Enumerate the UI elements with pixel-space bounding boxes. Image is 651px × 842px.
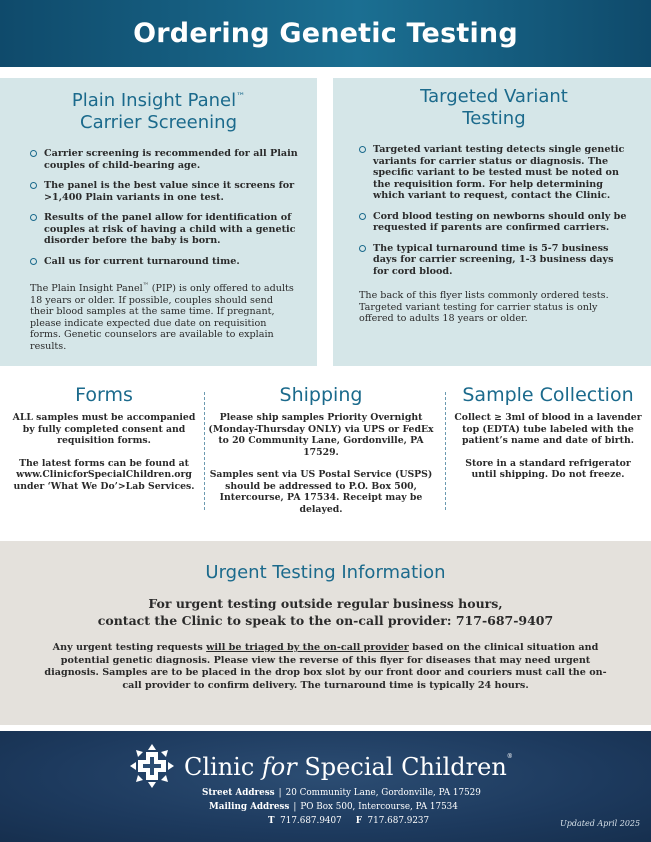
list-item: Call us for current turnaround time. — [30, 256, 303, 268]
bullet-circle-icon — [30, 214, 37, 221]
bullet-circle-icon — [30, 182, 37, 189]
urgent-heading: Urgent Testing Information — [205, 562, 446, 583]
urgent-testing-section — [0, 541, 651, 725]
pip-note: The Plain Insight Panel™ (PIP) is only offered to adults 18 years or older. If possible, couples should send their blood samples at the same time. If pregnant, please indicate expected due date on requisition forms. Genetic counselors are available to explain results. — [30, 282, 294, 352]
street-address: Street Address | 20 Community Lane, Gordonville, PA 17529 — [202, 788, 481, 798]
footer — [0, 731, 651, 842]
targeted-note: The back of this flyer lists commonly ordered tests. Targeted variant testing for carrier status is only offered to adults 18 years or older. — [359, 290, 609, 324]
updated-date: Updated April 2025 — [560, 819, 641, 828]
pip-panel — [0, 78, 317, 366]
column-divider — [204, 392, 205, 510]
urgent-lead: For urgent testing outside regular business hours, contact the Clinic to speak to the on-call provider: 717-687-9407 — [97, 596, 554, 628]
sample-collection-section — [452, 384, 644, 492]
list-item: Carrier screening is recommended for all Plain couples of child-bearing age. — [30, 148, 303, 171]
list-item: Results of the panel allow for identification of couples at risk of having a child with a genetic disorder before the baby is born. — [30, 212, 303, 247]
pip-title: Plain Insight Panel™ Carrier Screening — [71, 90, 246, 133]
bullet-circle-icon — [30, 258, 37, 265]
urgent-body: Any urgent testing requests will be triaged by the on-call provider based on the clinical situation and potential genetic diagnosis. Please view the reverse of this flyer for diseases that may need urgent diagnosis. Samples are to be placed in the drop box slot by our front door and couriers must call the on-call provider to confirm delivery. The turnaround time is typically 24 hours. — [44, 642, 607, 691]
forms-section — [6, 384, 202, 503]
list-item: The panel is the best value since it screens for >1,400 Plain variants in one test. — [30, 180, 303, 203]
page-header — [0, 0, 651, 67]
sample-text-2: Store in a standard refrigerator until shipping. Do not freeze. — [465, 457, 631, 480]
sample-text-1: Collect ≥ 3ml of blood in a lavender top (EDTA) tube labeled with the patient’s name and date of birth. — [454, 412, 642, 446]
on-call-phone: contact the Clinic to speak to the on-call provider: 717-687-9407 — [97, 613, 554, 628]
shipping-text-1: Please ship samples Priority Overnight (Monday-Thursday ONLY) via UPS or FedEx to 20 Community Lane, Gordonville, PA 17529. — [208, 412, 434, 458]
shipping-heading: Shipping — [279, 384, 363, 406]
bullet-circle-icon — [359, 146, 366, 153]
bullet-circle-icon — [30, 150, 37, 157]
column-divider — [445, 392, 446, 510]
list-item: Cord blood testing on newborns should only be requested if parents are confirmed carriers. — [359, 211, 629, 234]
clinic-quilt-logo-icon — [130, 744, 174, 788]
bullet-circle-icon — [359, 213, 366, 220]
pip-bullet-list — [14, 148, 303, 267]
forms-text-1: ALL samples must be accompanied by fully completed consent and requisition forms. — [12, 412, 196, 446]
mailing-address: Mailing Address | PO Box 500, Intercourse, PA 17534 — [209, 802, 458, 812]
targeted-panel — [333, 78, 651, 366]
targeted-bullet-list — [359, 144, 629, 277]
page-title: Ordering Genetic Testing — [133, 18, 518, 49]
forms-heading: Forms — [75, 384, 133, 406]
clinic-brand-name: Clinic for Special Children® — [184, 753, 513, 781]
targeted-title: Targeted Variant Testing — [420, 86, 568, 129]
list-item: The typical turnaround time is 5-7 business days for carrier screening, 1-3 business days for cord blood. — [359, 243, 629, 278]
forms-text-2: The latest forms can be found at www.ClinicforSpecialChildren.org under ‘What We Do’>Lab Services. — [13, 457, 195, 492]
phone-fax: T 717.687.9407 F 717.687.9237 — [268, 816, 430, 826]
shipping-section — [206, 384, 436, 526]
list-item: Targeted variant testing detects single genetic variants for carrier status or diagnosis. The specific variant to be tested must be noted on the requisition form. For help determining which variant to request, contact the Clinic. — [359, 144, 629, 202]
sample-collection-heading: Sample Collection — [462, 384, 634, 406]
shipping-text-2: Samples sent via US Postal Service (USPS) should be addressed to P.O. Box 500, Intercourse, PA 17534. Receipt may be delayed. — [209, 469, 433, 515]
bullet-circle-icon — [359, 245, 366, 252]
